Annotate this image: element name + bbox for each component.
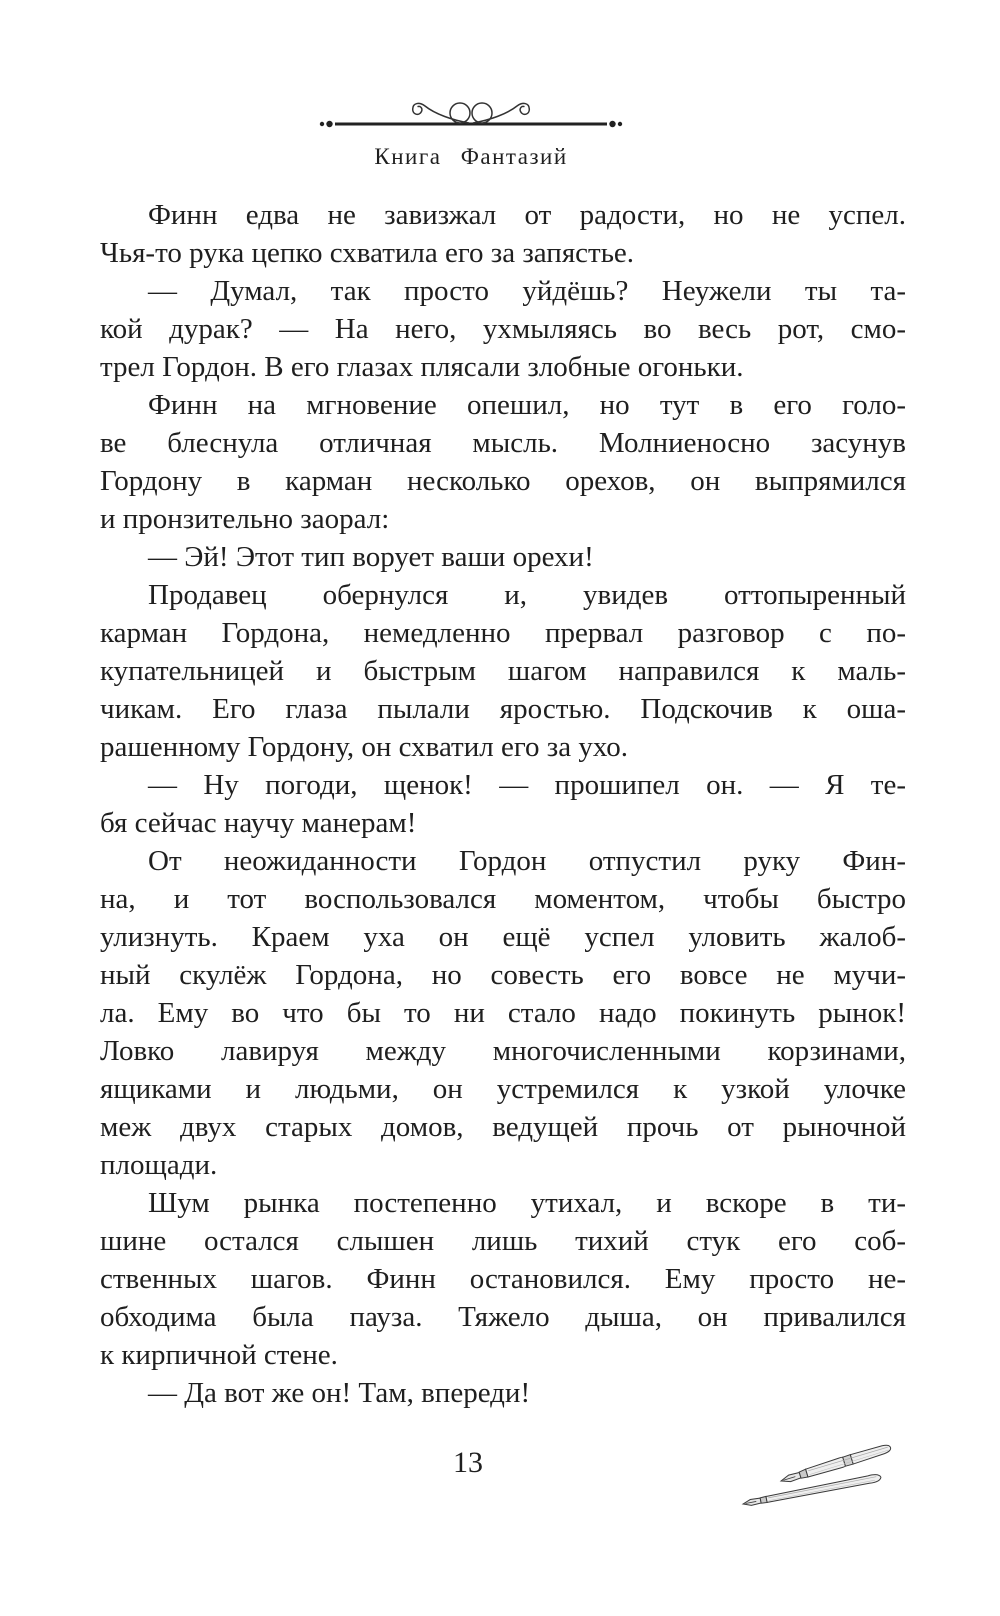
text-line: Чья-то рука цепко схватила его за запястье.	[100, 237, 635, 269]
text-line: к кирпичной стене.	[100, 1339, 338, 1371]
text-line: — Думал, так просто уйдёшь? Неужели ты та-	[148, 275, 906, 307]
text-line: — Эй! Этот тип ворует ваши орехи!	[148, 541, 594, 573]
running-head	[318, 101, 624, 171]
dip-pens-icon	[733, 1435, 901, 1509]
text-line: рашенному Гордону, он схватил его за ухо.	[100, 731, 628, 763]
flourish-divider-icon	[318, 101, 624, 135]
text-line: трел Гордон. В его глазах плясали злобные огоньки.	[100, 351, 744, 383]
text-line: площади.	[100, 1149, 218, 1181]
page-number: 13	[453, 1446, 483, 1479]
text-line: Финн едва не завизжал от радости, но не успел.	[148, 199, 906, 231]
running-head-title: Книга Фантазий	[374, 144, 568, 169]
text-line: ла. Ему во что бы то ни стало надо покинуть рынок!	[100, 997, 906, 1029]
text-line: чикам. Его глаза пылали яростью. Подскочив к оша-	[100, 693, 906, 725]
text-line: ный скулёж Гордона, но совесть его вовсе не мучи-	[100, 959, 906, 991]
text-line: ящиками и людьми, он устремился к узкой улочке	[100, 1073, 906, 1105]
body-text	[100, 196, 906, 1412]
text-line: бя сейчас научу манерам!	[100, 807, 417, 839]
text-line: От неожиданности Гордон отпустил руку Фин-	[148, 845, 906, 877]
text-line: Продавец обернулся и, увидев оттопыренный	[148, 579, 906, 611]
text-line: улизнуть. Краем уха он ещё успел уловить жалоб-	[100, 921, 906, 953]
text-line: меж двух старых домов, ведущей прочь от рыночной	[100, 1111, 906, 1143]
text-line: Финн на мгновение опешил, но тут в его голо-	[148, 389, 906, 421]
text-line: шине остался слышен лишь тихий стук его соб-	[100, 1225, 906, 1257]
text-line: обходима была пауза. Тяжело дыша, он привалился	[100, 1301, 906, 1333]
text-line: — Ну погоди, щенок! — прошипел он. — Я те-	[148, 769, 906, 801]
text-line: — Да вот же он! Там, впереди!	[148, 1377, 531, 1409]
text-line: Ловко лавируя между многочисленными корзинами,	[100, 1035, 906, 1067]
text-line: и пронзительно заорал:	[100, 503, 390, 535]
text-line: Шум рынка постепенно утихал, и вскоре в ти-	[148, 1187, 906, 1219]
text-line: карман Гордона, немедленно прервал разговор с по-	[100, 617, 906, 649]
text-line: купательницей и быстрым шагом направился к маль-	[100, 655, 906, 687]
text-line: на, и тот воспользовался моментом, чтобы быстро	[100, 883, 906, 915]
text-line: кой дурак? — На него, ухмыляясь во весь рот, смо-	[100, 313, 906, 345]
text-line: Гордону в карман несколько орехов, он выпрямился	[100, 465, 906, 497]
text-line: ве блеснула отличная мысль. Молниеносно засунув	[100, 427, 906, 459]
text-line: ственных шагов. Финн остановился. Ему просто не-	[100, 1263, 906, 1295]
